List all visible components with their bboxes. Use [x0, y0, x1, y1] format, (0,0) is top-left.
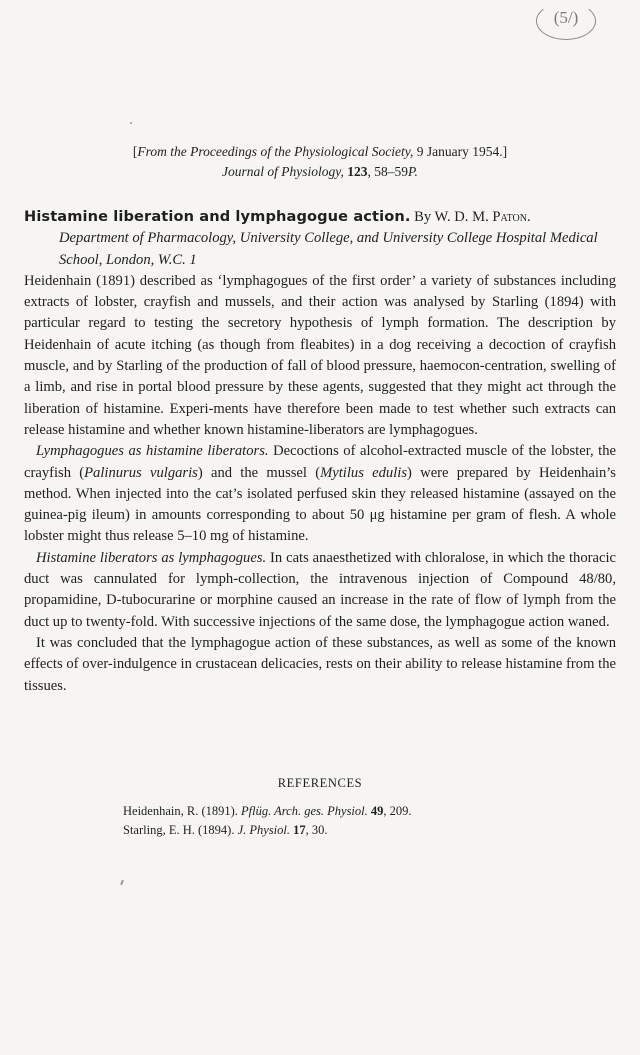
source-date: 9 January 1954.]: [413, 144, 508, 159]
reference-pages: , 209.: [383, 804, 412, 818]
paragraph-3-text: In cats anaesthetized with chloralose, in which the thoracic duct was cannulated for lymph-collection, the intravenous injection of Compound 48/80, propamidine, D-tubocurarine or morphine caused an increase in the rate of flow of lymph from the duct up to twenty-fold. With successive injections of the same dose, the lymphagogue action waned.: [24, 549, 616, 630]
reference-volume: 49: [370, 804, 384, 818]
journal-p: P.: [408, 164, 418, 179]
article-author-surname: Paton.: [492, 209, 531, 225]
paragraph-3: [24, 548, 616, 633]
article-title: Histamine liberation and lymphagogue action.: [24, 208, 411, 225]
reference-journal: Pflüg. Arch. ges. Physiol.: [241, 804, 368, 818]
paragraph-3-heading: Histamine liberators as lymphagogues.: [36, 549, 267, 566]
page-number-mark: (5/): [536, 2, 596, 40]
paragraph-2-text-b: ) and the mussel (: [197, 464, 321, 481]
journal-name: Journal of Physiology,: [222, 164, 344, 179]
source-citation: [0, 142, 640, 182]
article-affiliation: Department of Pharmacology, University College, and University College Hospital Medical School, London, W.C. 1: [59, 230, 598, 268]
source-line-2: [0, 162, 640, 182]
article-body: [24, 206, 616, 697]
journal-volume: 123: [347, 164, 368, 179]
print-speck: [120, 880, 124, 885]
reference-item: [123, 802, 640, 821]
reference-authors: Starling, E. H. (1894).: [123, 823, 235, 837]
paragraph-2-heading: Lymphagogues as histamine liberators.: [36, 443, 269, 460]
paragraph-2-text-a: Decoctions of alcohol-extracted muscle of the lobster, the crayfish (: [24, 443, 617, 481]
reference-journal: J. Physiol.: [237, 823, 290, 837]
reference-volume: 17: [293, 823, 306, 837]
journal-pages: , 58–59: [367, 164, 409, 179]
reference-pages: , 30.: [305, 823, 328, 837]
species-palinurus: Palinurus vulgaris: [84, 464, 198, 481]
article-title-line: [24, 206, 616, 228]
references-heading: REFERENCES: [277, 776, 363, 790]
species-mytilus: Mytilus edulis: [320, 464, 408, 481]
source-proceedings: From the Proceedings of the Physiological Society,: [137, 144, 414, 159]
article-by: By W. D. M.: [410, 209, 493, 225]
print-speck: [130, 122, 132, 124]
reference-item: [123, 821, 640, 840]
reference-authors: Heidenhain, R. (1891).: [123, 804, 238, 818]
references-section: [0, 776, 640, 840]
paragraph-2-text-c: ) were prepared by Heidenhain’s method. When injected into the cat’s isolated perfused skin they released histamine (assayed on the guinea-pig ileum) in amounts corresponding to about 50 μg histamine per gram of flesh. A whole lobster might thus release 5–10 mg of histamine.: [24, 464, 616, 545]
paragraph-2: [24, 441, 616, 547]
bracket-open: [: [132, 144, 138, 159]
source-line-1: [0, 142, 640, 162]
paragraph-4: It was concluded that the lymphagogue action of these substances, as well as some of the known effects of over-indulgence in crustacean delicacies, rests on their ability to release histamine from the tissues.: [24, 634, 616, 694]
paragraph-1: Heidenhain (1891) described as ‘lymphagogues of the first order’ a variety of substances including extracts of lobster, crayfish and mussels, and their action was analysed by Starling (1894) with particular regard to testing the secretory hypothesis of lymph formation. The description by Heidenhain of acute itching (as though from fleabites) in a dog receiving a decoction of crayfish muscle, and by Starling of the production of fall of blood pressure, haemocon-centration, swelling of a limb, and rise in portal blood pressure by these agents, suggested that they might act through the liberation of histamine. Experi-ments have therefore been made to test whether such extracts can release histamine and whether known histamine-liberators are lymphagogues.: [24, 272, 616, 438]
